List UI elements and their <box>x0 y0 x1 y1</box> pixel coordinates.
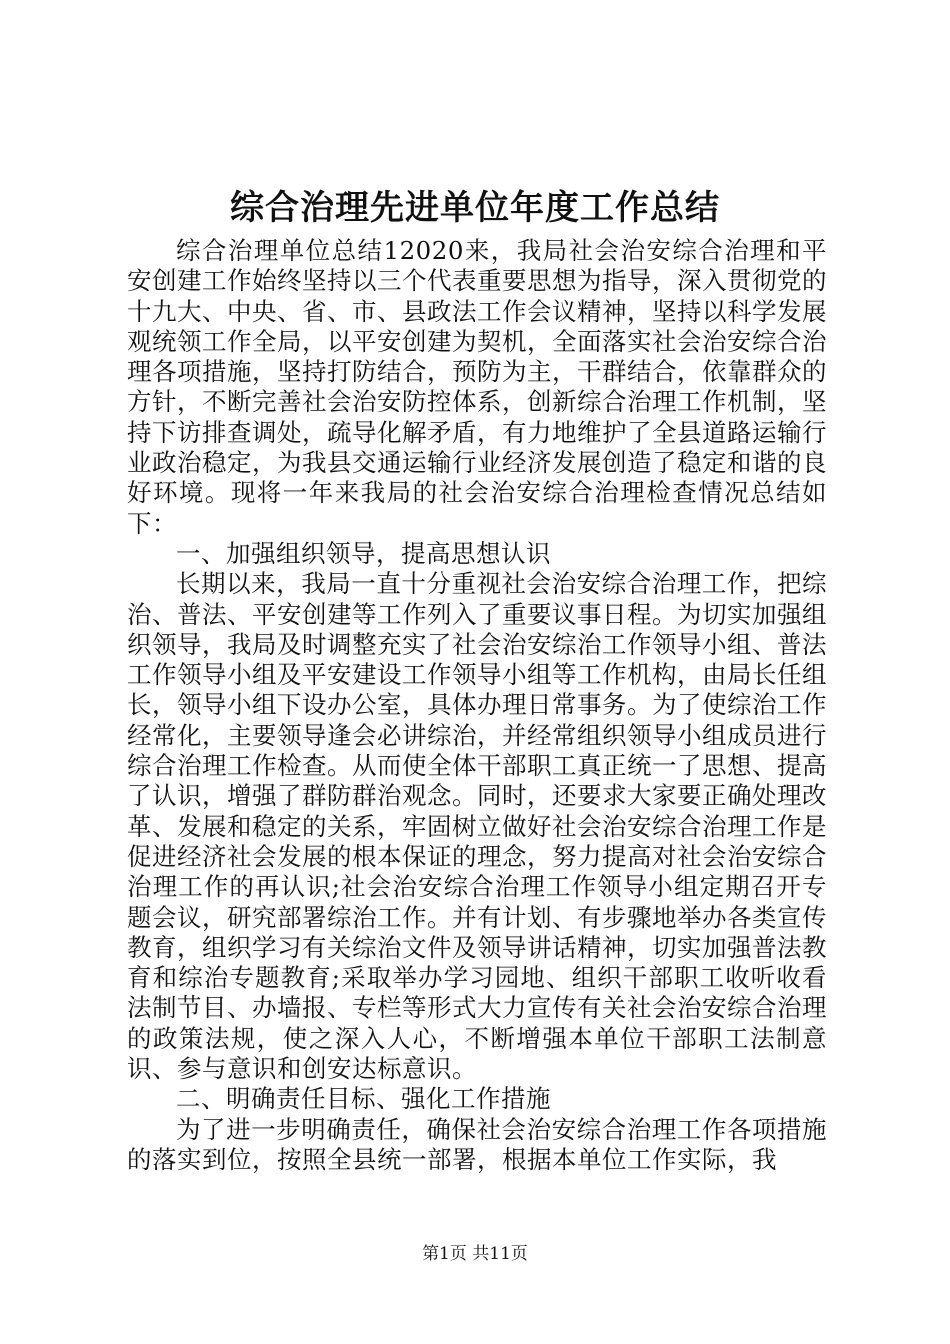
body-paragraph: 长期以来，我局一直十分重视社会治安综合治理工作，把综治、普法、平安创建等工作列入了重要议事日程。为切实加强组织领导，我局及时调整充实了社会治安综治工作领导小组、普法工作领导小组及平安建设工作领导小组等工作机构，由局长任组长，领导小组下设办公室，具体办理日常事务。为了使综治工作经常化，主要领导逢会必讲综治，并经常组织领导小组成员进行综合治理工作检查。从而使全体干部职工真正统一了思想、提高了认识，增强了群防群治观念。同时，还要求大家要正确处理改革、发展和稳定的关系，牢固树立做好社会治安综合治理工作是促进经济社会发展的根本保证的理念，努力提高对社会治安综合治理工作的再认识;社会治安综合治理工作领导小组定期召开专题会议，研究部署综治工作。并有计划、有步骤地举办各类宣传教育，组织学习有关综治文件及领导讲话精神，切实加强普法教育和综治专题教育;采取举办学习园地、组织干部职工收听收看法制节目、办墙报、专栏等形式大力宣传有关社会治安综合治理的政策法规，使之深入人心，不断增强本单位干部职工法制意识、参与意识和创安达标意识。 <box>127 569 827 1084</box>
page-footer: 第1页 共11页 <box>422 1244 528 1264</box>
body-paragraph: 为了进一步明确责任，确保社会治安综合治理工作各项措施的落实到位，按照全县统一部署，根据本单位工作实际，我 <box>127 1114 827 1174</box>
section-heading: 一、加强组织领导，提高思想认识 <box>176 538 551 568</box>
section-heading: 二、明确责任目标、强化工作措施 <box>176 1084 551 1114</box>
document-title: 综合治理先进单位年度工作总结 <box>230 188 720 228</box>
document-body <box>127 236 827 1175</box>
body-paragraph: 综合治理单位总结12020来，我局社会治安综合治理和平安创建工作始终坚持以三个代表重要思想为指导，深入贯彻党的十九大、中央、省、市、县政法工作会议精神，坚持以科学发展观统领工作全局，以平安创建为契机，全面落实社会治安综合治理各项措施，坚持打防结合，预防为主，干群结合，依靠群众的方针，不断完善社会治安防控体系，创新综合治理工作机制，坚持下访排查调处，疏导化解矛盾，有力地维护了全县道路运输行业政治稳定，为我县交通运输行业经济发展创造了稳定和谐的良好环境。现将一年来我局的社会治安综合治理检查情况总结如下： <box>127 236 827 538</box>
